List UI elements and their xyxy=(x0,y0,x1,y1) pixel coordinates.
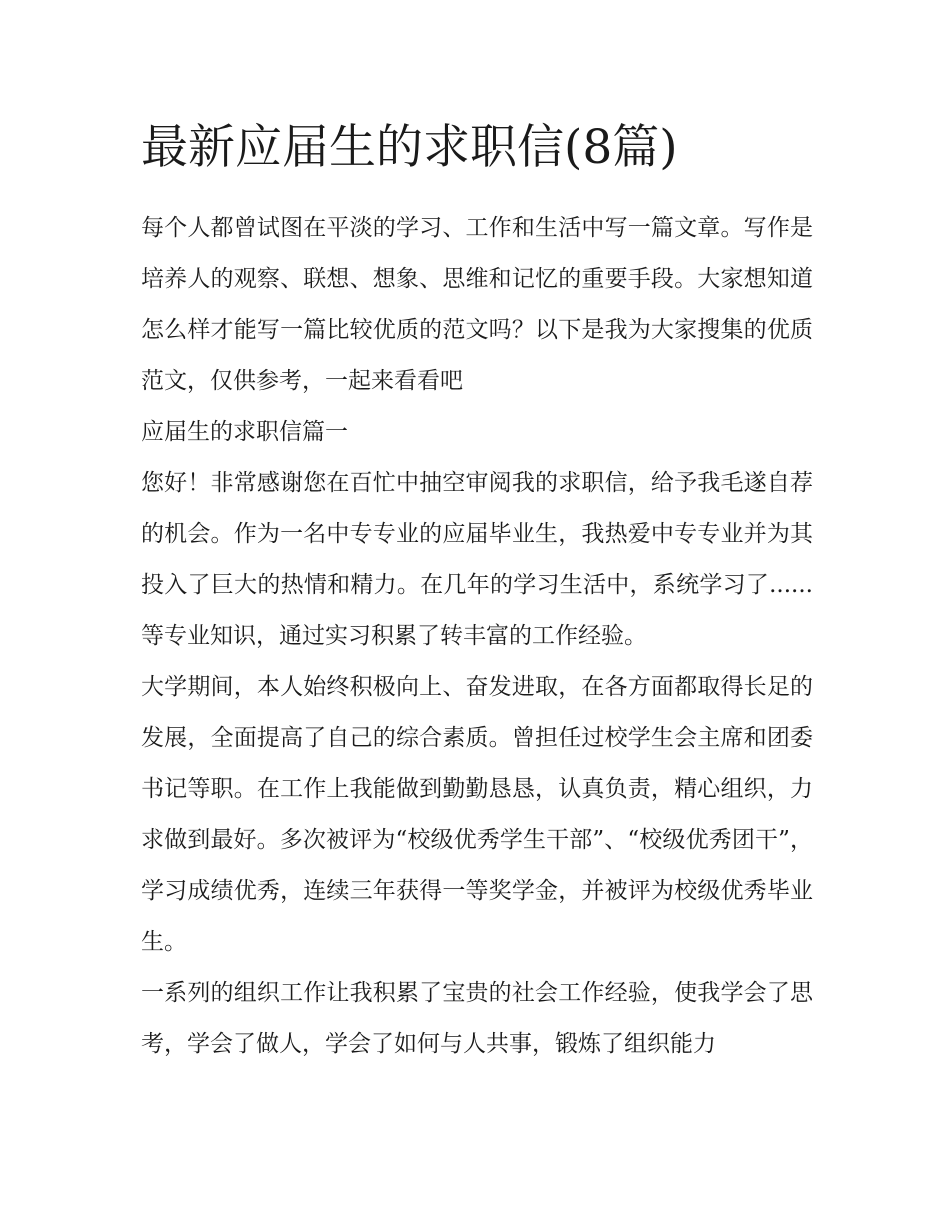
section-heading: 应届生的求职信篇一 xyxy=(141,419,348,445)
intro-paragraph: 每个人都曾试图在平淡的学习、工作和生活中写一篇文章。写作是培养人的观察、联想、想象、思维和记忆的重要手段。大家想知道怎么样才能写一篇比较优质的范文吗？以下是我为大家搜集的优质范文，仅供参考，一起来看看吧 xyxy=(141,215,813,394)
body-paragraph-3: 一系列的组织工作让我积累了宝贵的社会工作经验，使我学会了思考，学会了做人，学会了如何与人共事，锻炼了组织能力 xyxy=(141,980,813,1057)
body-paragraph-2: 大学期间，本人始终积极向上、奋发进取，在各方面都取得长足的发展，全面提高了自己的综合素质。曾担任过校学生会主席和团委书记等职。在工作上我能做到勤勤恳恳，认真负责，精心组织，力求做到最好。多次被评为“校级优秀学生干部”、“校级优秀团干”，学习成绩优秀，连续三年获得一等奖学金，并被评为校级优秀毕业生。 xyxy=(141,674,813,955)
document-title: 最新应届生的求职信(8篇) xyxy=(141,120,678,175)
document-page xyxy=(141,112,813,1070)
body-paragraph-1: 您好！非常感谢您在百忙中抽空审阅我的求职信，给予我毛遂自荐的机会。作为一名中专专业的应届毕业生，我热爱中专专业并为其投入了巨大的热情和精力。在几年的学习生活中，系统学习了......等专业知识，通过实习积累了转丰富的工作经验。 xyxy=(141,470,813,649)
